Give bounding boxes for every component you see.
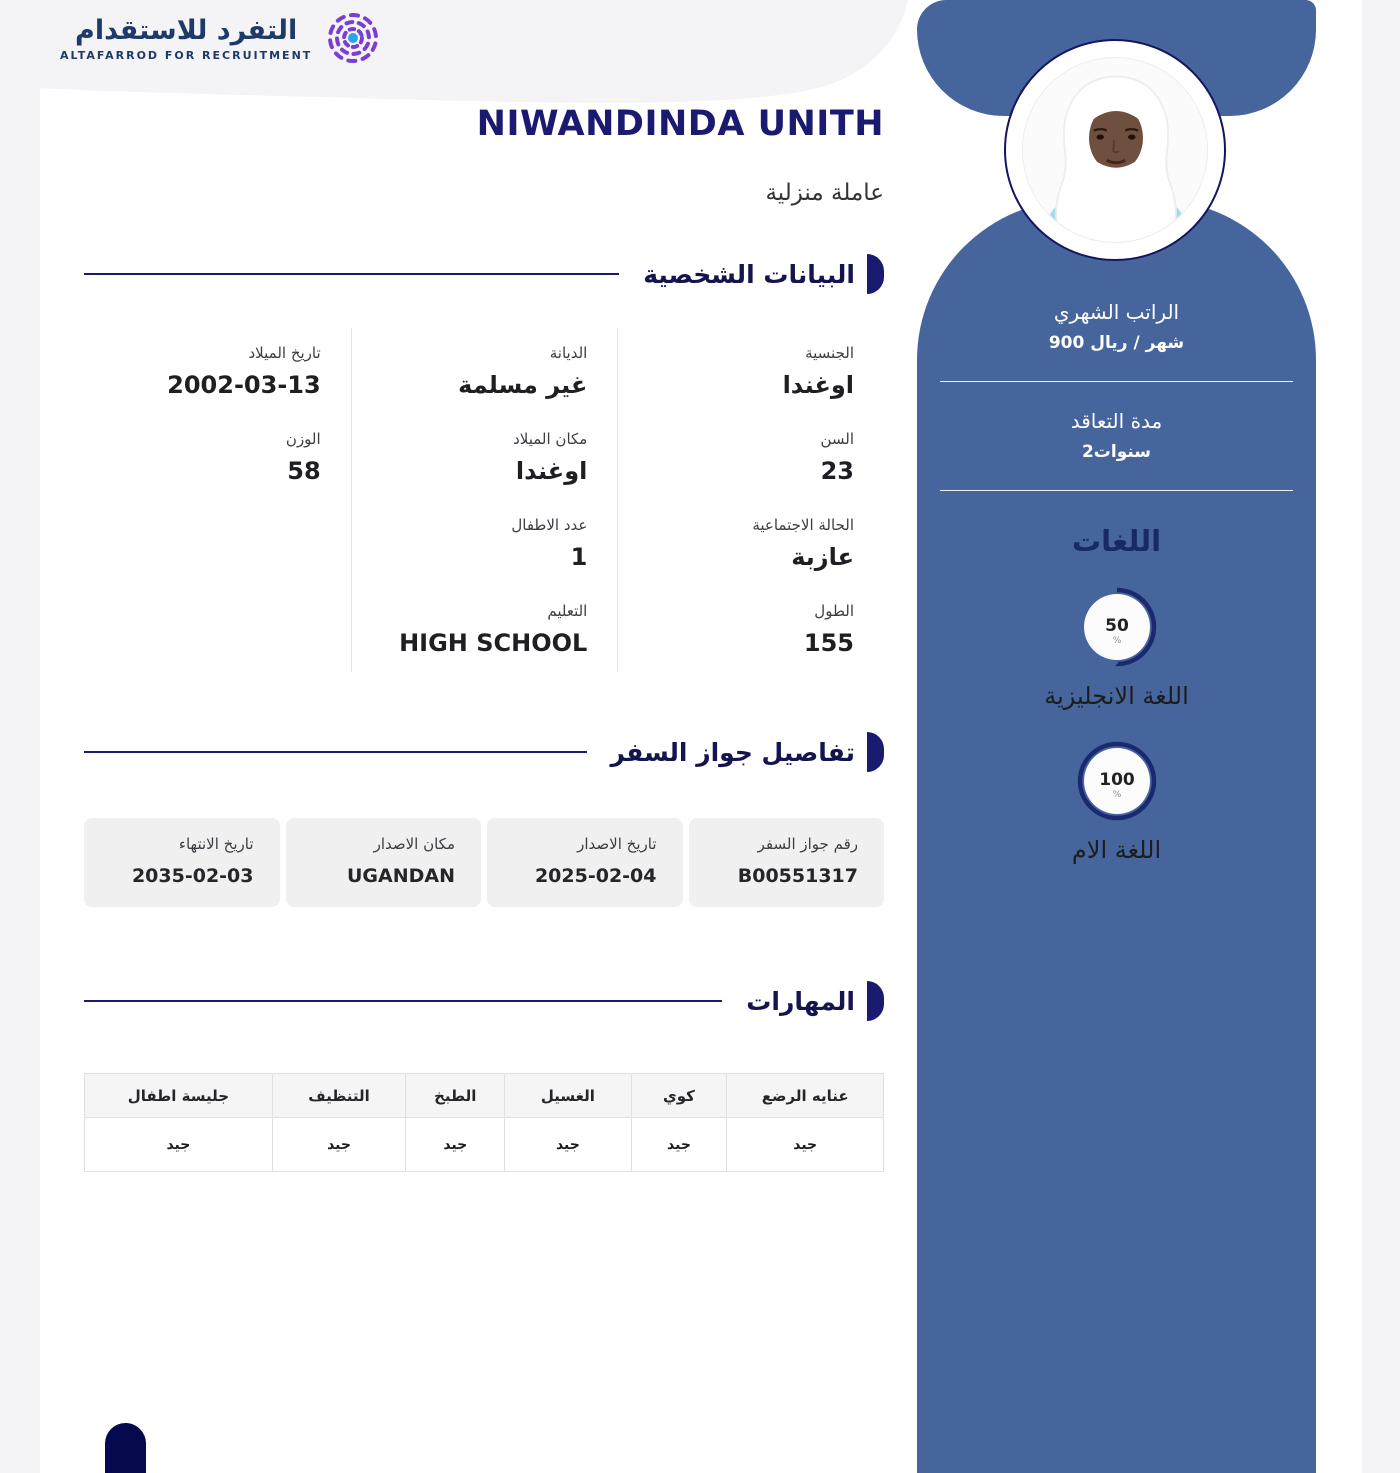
skills-header-row xyxy=(85,1074,884,1118)
skills-section-title: المهارات xyxy=(746,986,855,1016)
salary-label: الراتب الشهري xyxy=(1053,300,1180,324)
passport-expiry-card: تاريخ الانتهاء 2035-02-03 xyxy=(84,818,280,907)
candidate-portrait xyxy=(1023,58,1208,243)
sidebar xyxy=(917,0,1316,1473)
main-content xyxy=(84,0,884,1172)
field-religion: الديانة غير مسلمة xyxy=(351,328,618,414)
personal-section-header xyxy=(84,254,884,294)
field-children: عدد الاطفال 1 xyxy=(351,500,618,586)
section-rule xyxy=(84,1000,722,1002)
english-language-label: اللغة الانجليزية xyxy=(1044,682,1189,710)
english-progress-ring xyxy=(917,585,1316,669)
field-weight: الوزن 58 xyxy=(285,430,321,485)
personal-data-grid xyxy=(84,328,884,672)
section-rule xyxy=(84,273,619,275)
field-age: السن 23 xyxy=(617,414,884,500)
field-nationality: الجنسية اوغندا xyxy=(617,328,884,414)
passport-section-header xyxy=(84,732,884,772)
footer-decoration-pill xyxy=(105,1423,146,1473)
sidebar-divider xyxy=(940,490,1293,491)
skill-column: كوي xyxy=(631,1074,727,1118)
sidebar-divider xyxy=(940,381,1293,382)
field-empty xyxy=(84,500,351,586)
skill-column: التنظيف xyxy=(272,1074,405,1118)
company-name-english: ALTAFARROD FOR RECRUITMENT xyxy=(60,48,313,62)
field-education: التعليم HIGH SCHOOL xyxy=(351,586,618,672)
section-rule xyxy=(84,751,587,753)
skills-value-row xyxy=(85,1118,884,1172)
section-half-disc-icon xyxy=(867,732,884,772)
passport-issue-date-card: تاريخ الاصدار 2025-02-04 xyxy=(487,818,683,907)
skill-column: الغسيل xyxy=(505,1074,631,1118)
candidate-photo-ring xyxy=(1004,39,1226,261)
mother-tongue-progress-ring xyxy=(917,739,1316,823)
sidebar-column xyxy=(917,200,1316,1473)
section-half-disc-icon xyxy=(867,981,884,1021)
skill-rating: جيد xyxy=(406,1118,505,1172)
contract-label: مدة التعاقد xyxy=(1070,409,1163,433)
company-name-arabic: التفرد للاستقدام xyxy=(75,14,298,46)
skill-column: عنايه الرضع xyxy=(727,1074,884,1118)
skill-rating: جيد xyxy=(505,1118,631,1172)
skills-table xyxy=(84,1073,884,1172)
percent-sign: % xyxy=(1112,636,1121,646)
skill-rating: جيد xyxy=(631,1118,727,1172)
passport-cards xyxy=(84,818,884,907)
passport-issue-place-card: مكان الاصدار UGANDAN xyxy=(286,818,482,907)
passport-section-title: تفاصيل جواز السفر xyxy=(610,737,855,767)
field-empty xyxy=(84,586,351,672)
section-half-disc-icon xyxy=(867,254,884,294)
field-marital-status: الحالة الاجتماعية عازبة xyxy=(617,500,884,586)
skill-column: جليسة اطفال xyxy=(85,1074,273,1118)
skill-rating: جيد xyxy=(727,1118,884,1172)
english-percent: 50 xyxy=(1104,616,1129,636)
salary-value: 900 ريال / شهر xyxy=(1048,333,1185,353)
languages-title: اللغات xyxy=(1071,524,1162,558)
candidate-photo xyxy=(1022,57,1208,243)
personal-section-title: البيانات الشخصية xyxy=(643,259,855,289)
passport-number-card: رقم جواز السفر B00551317 xyxy=(689,818,885,907)
skill-rating: جيد xyxy=(85,1118,273,1172)
mother-tongue-label: اللغة الام xyxy=(1071,836,1162,864)
field-birthplace: مكان الميلاد اوغندا xyxy=(351,414,618,500)
candidate-name: NIWANDINDA UNITH xyxy=(476,104,884,144)
percent-sign: % xyxy=(1112,790,1121,800)
skill-column: الطبخ xyxy=(406,1074,505,1118)
skills-section-header xyxy=(84,981,884,1021)
mother-tongue-percent: 100 xyxy=(1098,770,1135,790)
skill-rating: جيد xyxy=(272,1118,405,1172)
contract-value: 2سنوات xyxy=(1081,442,1152,462)
field-birthdate: تاريخ الميلاد 2002-03-13 xyxy=(167,344,321,399)
field-height: الطول 155 xyxy=(617,586,884,672)
job-title: عاملة منزلية xyxy=(765,180,884,206)
